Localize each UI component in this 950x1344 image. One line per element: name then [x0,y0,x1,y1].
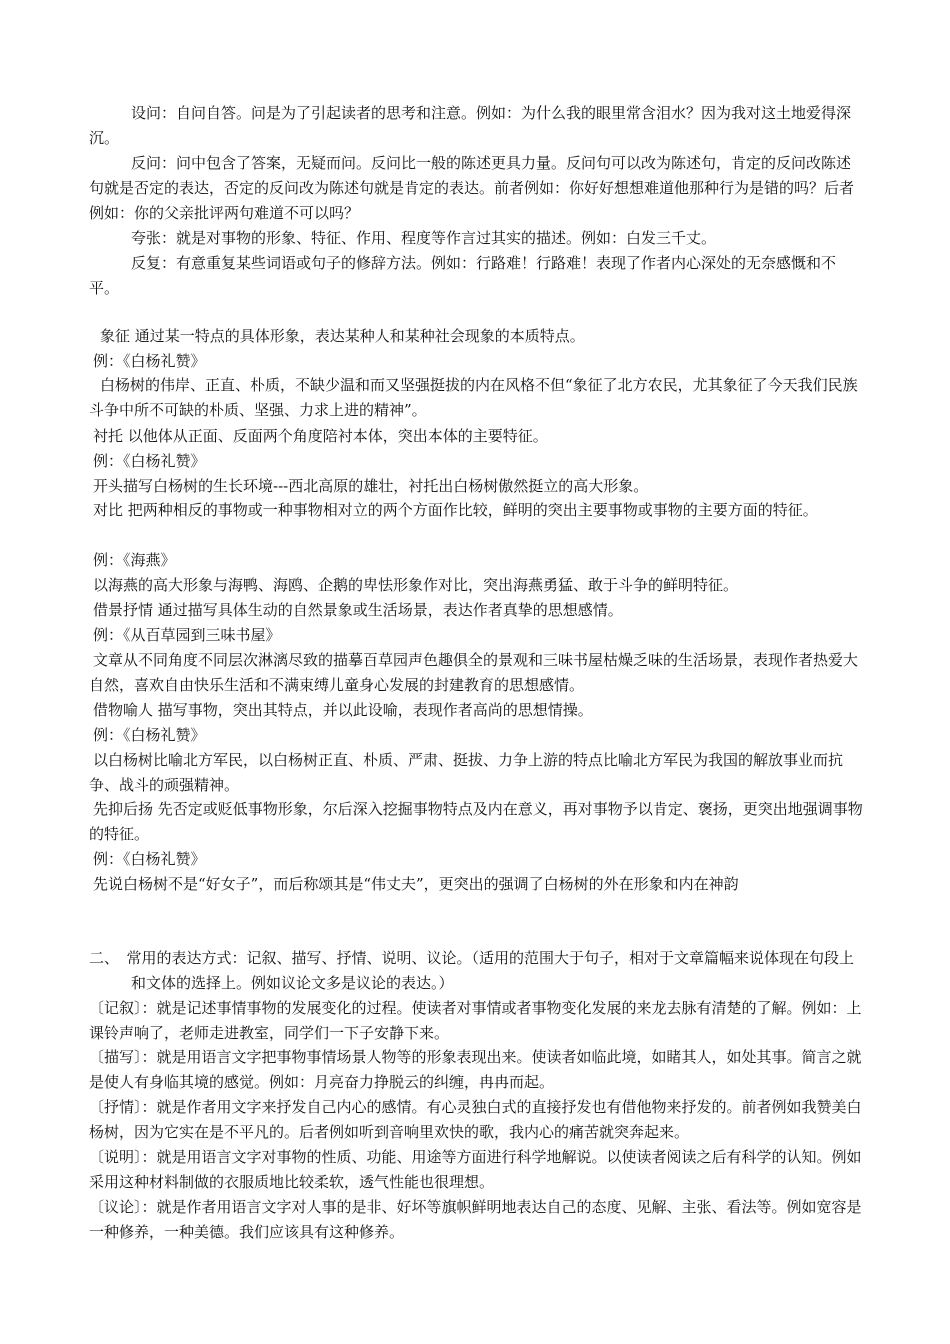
expression-shuoming: 〔说明〕：就是用语言文字对事物的性质、功能、用途等方面进行科学地解说。以使读者阅读之后有科学的认知。例如采用这种材料制做的衣服质地比较柔软，透气性能也很理想。 [89,1148,862,1191]
example-label: 例：《从百草园到三味书屋》 [93,626,281,644]
example-text: 开头描写白杨树的生长环境---西北高原的雄壮，衬托出白杨树傲然挺立的高大形象。 [93,477,649,495]
expression-shuqing: 〔抒情〕：就是作者用文字来抒发自己内心的感情。有心灵独白式的直接抒发也有借他物来抒发的。前者例如我赞美白杨树，因为它实在是不平凡的。后者例如听到音响里欢快的歌，我内心的痛苦就突奔起来。 [89,1098,862,1141]
example-text: 以白杨树比喻北方军民，以白杨树正直、朴质、严肃、挺拔、力争上游的特点比喻北方军民为我国的解放事业而抗争、战斗的顽强精神。 [89,751,844,794]
example-text: 以海燕的高大形象与海鸭、海鸥、企鹅的卑怯形象作对比，突出海燕勇猛、敢于斗争的鲜明特征。 [93,576,739,594]
section-heading: 二、 常用的表达方式：记叙、描写、抒情、说明、议论。（适用的范围大于句子，相对于文章篇幅来说体现在句段上和文体的选择上。例如议论文多是议论的表达。） [89,949,855,992]
example-text: 先说白杨树不是“好女子”，而后称颂其是“伟丈夫”，更突出的强调了白杨树的外在形象和内在神韵 [93,875,739,893]
example-label: 例：《白杨礼赞》 [93,850,206,868]
technique-duibi: 对比 把两种相反的事物或一种事物相对立的两个方面作比较，鲜明的突出主要事物或事物的主要方面的特征。 [93,501,818,519]
paragraph-kuazhang: 夸张：就是对事物的形象、特征、作用、程度等作言过其实的描述。例如：白发三千丈。 [131,229,717,247]
paragraph-shewen: 设问：自问自答。问是为了引起读者的思考和注意。例如：为什么我的眼里常含泪水？因为我对这土地爱得深沉。 [89,104,852,147]
technique-xianyihouyang: 先抑后扬 先否定或贬低事物形象，尔后深入挖掘事物特点及内在意义，再对事物予以肯定、褒扬，更突出地强调事物的特征。 [89,800,863,843]
expression-miaoxie: 〔描写〕：就是用语言文字把事物事情场景人物等的形象表现出来。使读者如临此境，如睹其人，如处其事。简言之就是使人有身临其境的感觉。例如：月亮奋力挣脱云的纠缠，冉冉而起。 [89,1048,862,1091]
example-label: 例：《白杨礼赞》 [93,352,206,370]
expression-yilun: 〔议论〕：就是作者用语言文字对人事的是非、好坏等旗帜鲜明地表达自己的态度、见解、主张、看法等。例如宽容是一种修养，一种美德。我们应该具有这种修养。 [89,1198,862,1241]
example-label: 例：《白杨礼赞》 [93,726,206,744]
technique-jiejingshuqing: 借景抒情 通过描写具体生动的自然景象或生活场景，表达作者真挚的思想感情。 [93,601,623,619]
paragraph-fanwen: 反问：问中包含了答案，无疑而问。反问比一般的陈述更具力量。反问句可以改为陈述句，肯定的反问改陈述句就是否定的表达，否定的反问改为陈述句就是肯定的表达。前者例如：你好好想想难道他那种行为是错的吗？后者例如：你的父亲批评两句难道不可以吗？ [89,154,855,222]
expression-jixu: 〔记叙〕：就是记述事情事物的发展变化的过程。使读者对事情或者事物变化发展的来龙去脉有清楚的了解。例如：上课铃声响了，老师走进教室，同学们一下子安静下来。 [89,999,862,1042]
technique-xiangzheng: 象征 通过某一特点的具体形象，表达某种人和某种社会现象的本质特点。 [100,327,585,345]
example-text: 白杨树的伟岸、正直、朴质，不缺少温和而又坚强挺拔的内在风格不但“象征了北方农民，尤其象征了今天我们民族斗争中所不可缺的朴质、坚强、力求上进的精神”。 [89,376,858,419]
example-text: 文章从不同角度不同层次淋漓尽致的描摹百草园声色趣俱全的景观和三味书屋枯燥乏味的生活场景，表现作者热爱大自然，喜欢自由快乐生活和不满束缚儿童身心发展的封建教育的思想感情。 [89,651,859,694]
example-label: 例：《白杨礼赞》 [93,452,206,470]
technique-jiewuyuren: 借物喻人 描写事物，突出其特点，并以此设喻，表现作者高尚的思想情操。 [93,701,593,719]
paragraph-fanfu: 反复：有意重复某些词语或句子的修辞方法。例如：行路难！行路难！表现了作者内心深处的无奈感慨和不平。 [89,254,837,297]
example-label: 例：《海燕》 [93,551,176,569]
technique-chentuo: 衬托 以他体从正面、反面两个角度陪衬本体，突出本体的主要特征。 [93,427,548,445]
